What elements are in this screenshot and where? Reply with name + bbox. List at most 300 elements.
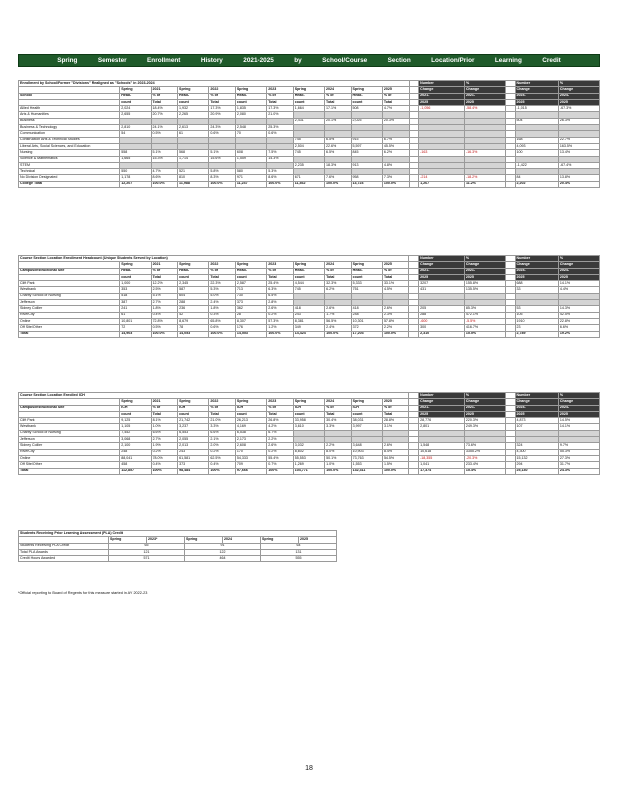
- data-cell: 4,169: [235, 424, 266, 430]
- data-cell: 248: [120, 449, 151, 455]
- change-cell: 300: [419, 325, 465, 331]
- data-cell: 2.8%: [267, 300, 294, 306]
- change-cell: -67.3%: [558, 106, 599, 112]
- title-word: Location/Prior: [431, 56, 475, 64]
- change-cell: -1,056: [419, 106, 465, 112]
- location-headcount-table: [18, 255, 600, 338]
- change-header: Change: [464, 87, 505, 93]
- data-cell: 810: [178, 175, 209, 181]
- data-cell: 745: [293, 150, 324, 156]
- column-header: Total: [267, 411, 294, 417]
- data-cell: 958: [351, 175, 382, 181]
- change-header: Number: [515, 81, 558, 87]
- data-cell: 176: [235, 325, 266, 331]
- data-cell: 0.3%: [209, 312, 236, 318]
- data-cell: 100.0%: [209, 331, 236, 337]
- column-header: Spring: [351, 87, 382, 93]
- column-header: Spring: [120, 399, 151, 405]
- column-header: Head-: [293, 268, 324, 274]
- change-header: %: [464, 393, 505, 399]
- data-cell: 0.2%: [209, 449, 236, 455]
- data-cell: 6.2%: [325, 287, 352, 293]
- row-label: Sidney Collier: [19, 306, 120, 312]
- column-header: Spring: [235, 399, 266, 405]
- title-word: by: [294, 56, 302, 64]
- change-header: Change: [464, 262, 505, 268]
- change-cell: 2,202: [515, 181, 558, 187]
- table-row: [19, 468, 600, 474]
- row-label: Students Receiving PLA Credit: [19, 543, 109, 549]
- data-cell: 4.7%: [382, 106, 409, 112]
- data-cell: 2.7%: [151, 300, 178, 306]
- data-cell: 1,664: [293, 106, 324, 112]
- title-word: Spring: [57, 56, 78, 64]
- column-header: Total: [151, 99, 178, 105]
- column-header: Spring: [178, 87, 209, 93]
- data-cell: 100%: [151, 468, 178, 474]
- data-cell: 5.3%: [267, 169, 294, 175]
- data-cell: 14,424: [293, 331, 324, 337]
- data-cell: 0.6%: [209, 325, 236, 331]
- column-header: % of: [209, 268, 236, 274]
- data-cell: 20.1%: [325, 118, 352, 124]
- spacer-cell: [505, 331, 515, 337]
- data-cell: 100.0%: [209, 181, 236, 187]
- row-label: Business: [19, 118, 120, 124]
- data-cell: 2,345: [178, 281, 209, 287]
- data-cell: 1.8%: [151, 306, 178, 312]
- change-cell: 416.7%: [464, 325, 505, 331]
- spacer-cell: [409, 331, 419, 337]
- column-header: count: [178, 99, 209, 105]
- change-header: 2025: [558, 411, 599, 417]
- change-header: 2025: [464, 274, 505, 280]
- row-label: Charity School of Nursing: [19, 430, 120, 436]
- change-cell: 431: [419, 287, 465, 293]
- change-cell: 4,300: [515, 449, 558, 455]
- data-cell: 18.4%: [151, 106, 178, 112]
- table-title: Enrollment by School/Former "Divisions" Realigned as "Schools" in 2023-2024: [19, 81, 410, 87]
- data-cell: 62.5%: [209, 455, 236, 461]
- data-cell: 15.3%: [151, 156, 178, 162]
- data-cell: 1,105: [120, 424, 151, 430]
- data-cell: 2,025: [351, 118, 382, 124]
- row-label: STEM: [19, 162, 120, 168]
- table-title: Course Section Location Enrollment Headcount (Unique Students Served by Location): [19, 256, 409, 262]
- change-cell: 14.1%: [558, 281, 599, 287]
- data-cell: 0.4%: [209, 462, 236, 468]
- data-cell: 2.6%: [267, 443, 294, 449]
- data-cell: 7.5%: [267, 150, 294, 156]
- column-header: 2024: [325, 87, 352, 93]
- data-cell: 1,178: [120, 175, 151, 181]
- change-cell: -5.5%: [464, 318, 505, 324]
- change-cell: 15,132: [515, 455, 558, 461]
- row-label: Total: [19, 468, 120, 474]
- data-cell: 33.1%: [382, 281, 409, 287]
- data-cell: 971: [235, 175, 266, 181]
- change-cell: 4,873: [515, 418, 558, 424]
- change-cell: 19.2%: [558, 331, 599, 337]
- data-cell: 72.8%: [151, 318, 178, 324]
- change-cell: -58.4%: [464, 106, 505, 112]
- column-header: % of: [382, 268, 409, 274]
- data-cell: 57.8%: [382, 318, 409, 324]
- data-cell: 100.0%: [325, 331, 352, 337]
- change-header: Number: [419, 393, 465, 399]
- column-header: Total: [267, 274, 294, 280]
- data-cell: 8.4%: [382, 449, 409, 455]
- data-cell: 8,679: [178, 318, 209, 324]
- data-cell: 55.4%: [267, 455, 294, 461]
- change-cell: 22.8%: [558, 318, 599, 324]
- row-label: Construction Arts & Technical Studies: [19, 137, 120, 143]
- change-cell: 1,548: [419, 443, 465, 449]
- data-cell: 4,544: [293, 281, 324, 287]
- data-cell: 14,053: [178, 331, 209, 337]
- change-cell: 14.1%: [558, 424, 599, 430]
- data-cell: 11,462: [293, 181, 324, 187]
- column-header: % of: [382, 93, 409, 99]
- data-cell: 387: [120, 300, 151, 306]
- column-header: Total: [325, 411, 352, 417]
- data-cell: 349: [293, 325, 324, 331]
- data-cell: 5.1%: [151, 150, 178, 156]
- change-cell: 10,618: [419, 449, 465, 455]
- data-cell: 122: [185, 549, 261, 555]
- data-cell: 3,068: [120, 437, 151, 443]
- column-header: count: [293, 274, 324, 280]
- column-header: ICH: [293, 405, 324, 411]
- column-header: 2024: [223, 537, 261, 543]
- data-cell: 2.6%: [325, 306, 352, 312]
- data-cell: 57.3%: [267, 318, 294, 324]
- data-cell: 12,207: [120, 181, 151, 187]
- data-cell: 54: [120, 131, 151, 137]
- column-header: ICH: [120, 405, 151, 411]
- data-cell: 713: [235, 287, 266, 293]
- column-header: Spring: [293, 87, 324, 93]
- change-cell: 155.8%: [464, 281, 505, 287]
- data-cell: 5.1%: [151, 293, 178, 299]
- title-word: 2021-2025: [243, 56, 274, 64]
- column-header: Total: [325, 274, 352, 280]
- change-cell: 33: [515, 287, 558, 293]
- row-label: No Division Designated: [19, 175, 120, 181]
- data-cell: 521: [178, 169, 209, 175]
- column-header: Spring: [185, 537, 223, 543]
- data-cell: 21.0%: [209, 418, 236, 424]
- data-cell: 2.6%: [382, 443, 409, 449]
- change-header: %: [558, 256, 599, 262]
- column-header: 2021: [151, 87, 178, 93]
- data-cell: 913: [351, 162, 382, 168]
- data-cell: 6,553: [178, 430, 209, 436]
- column-header: 2022: [209, 262, 236, 268]
- change-header: 2025: [515, 99, 558, 105]
- column-header: 2023: [267, 87, 294, 93]
- data-cell: 1.0%: [151, 424, 178, 430]
- data-cell: 2.2%: [325, 443, 352, 449]
- page-number: 18: [305, 765, 313, 772]
- data-cell: 2,655: [120, 112, 151, 118]
- data-cell: 11,988: [178, 181, 209, 187]
- change-header: 2025: [419, 411, 465, 417]
- column-header: count: [293, 99, 324, 105]
- column-header: 2025: [382, 87, 409, 93]
- data-cell: 20.3%: [382, 118, 409, 124]
- data-cell: 1,269: [293, 462, 324, 468]
- change-cell: 100: [515, 150, 558, 156]
- data-cell: 6.5%: [325, 150, 352, 156]
- data-cell: 2.0%: [209, 443, 236, 449]
- change-header: 2025: [419, 99, 465, 105]
- data-cell: 20.9%: [209, 112, 236, 118]
- data-cell: 2,235: [293, 162, 324, 168]
- change-cell: 13.8%: [558, 175, 599, 181]
- data-cell: 1.8%: [209, 306, 236, 312]
- column-header: 2024: [325, 399, 352, 405]
- data-cell: 33,958: [293, 418, 324, 424]
- data-cell: 3,648: [351, 443, 382, 449]
- column-header: Spring: [235, 87, 266, 93]
- row-label: Allied Health: [19, 106, 120, 112]
- data-cell: 709: [235, 462, 266, 468]
- column-header: % of: [209, 93, 236, 99]
- change-header: 2025: [419, 274, 465, 280]
- row-label: Technical: [19, 169, 120, 175]
- data-cell: 2,013: [178, 443, 209, 449]
- change-header: Change: [558, 262, 599, 268]
- data-cell: 78: [178, 325, 209, 331]
- spacer-cell: [409, 468, 419, 474]
- column-header: count: [235, 274, 266, 280]
- data-cell: 236: [178, 306, 209, 312]
- data-cell: 2.4%: [209, 300, 236, 306]
- data-cell: 0.5%: [151, 131, 178, 137]
- change-cell: 3355.2%: [464, 449, 505, 455]
- column-header: 2021: [151, 262, 178, 268]
- data-cell: 2.5%: [151, 287, 178, 293]
- change-header: 2024-: [515, 93, 558, 99]
- change-header: Number: [419, 81, 465, 87]
- change-header: 2021-: [464, 405, 505, 411]
- data-cell: 61: [178, 131, 209, 137]
- data-cell: 3,237: [178, 424, 209, 430]
- data-cell: 5,597: [351, 143, 382, 149]
- column-header: Total: [209, 411, 236, 417]
- data-cell: 65.8%: [209, 318, 236, 324]
- data-cell: 2,810: [120, 125, 151, 131]
- title-word: History: [200, 56, 223, 64]
- data-cell: 112,857: [120, 468, 151, 474]
- change-header: 2024-: [558, 93, 599, 99]
- column-header: Total: [151, 411, 178, 417]
- change-cell: 324: [515, 443, 558, 449]
- change-cell: -16.3%: [464, 150, 505, 156]
- change-header: 2025: [464, 99, 505, 105]
- change-cell: -214: [419, 175, 465, 181]
- column-header: % of: [151, 93, 178, 99]
- change-header: 2021-: [419, 93, 465, 99]
- data-cell: 61: [120, 312, 151, 318]
- change-cell: 2,310: [419, 331, 465, 337]
- column-header: count: [293, 411, 324, 417]
- data-cell: 464: [185, 556, 261, 562]
- change-header: 2024-: [515, 405, 558, 411]
- data-cell: 65: [109, 543, 185, 549]
- change-header: %: [464, 256, 505, 262]
- data-cell: 91: [185, 543, 261, 549]
- data-cell: 61,581: [178, 455, 209, 461]
- column-header: Total: [209, 99, 236, 105]
- data-cell: 2.6%: [267, 306, 294, 312]
- enrollment-by-school-table: [18, 80, 600, 188]
- data-cell: 73,763: [351, 455, 382, 461]
- data-cell: 0.6%: [267, 131, 294, 137]
- change-cell: 168: [515, 137, 558, 143]
- column-header: Head-: [235, 93, 266, 99]
- column-header: % of: [267, 405, 294, 411]
- data-cell: 3.3%: [325, 424, 352, 430]
- row-label-header: Campus/Instructional Site: [19, 405, 120, 411]
- data-cell: 845: [351, 150, 382, 156]
- data-cell: 38,031: [351, 418, 382, 424]
- column-header: ICH: [351, 405, 382, 411]
- row-label: Off Site/Other: [19, 325, 120, 331]
- change-cell: 1910: [515, 318, 558, 324]
- location-ich-table: [18, 392, 600, 475]
- data-cell: 0.2%: [151, 449, 178, 455]
- column-header: Spring: [293, 399, 324, 405]
- row-label-header: School: [19, 93, 120, 99]
- column-header: Total: [267, 99, 294, 105]
- data-cell: 2,100: [120, 443, 151, 449]
- data-cell: 5.8%: [209, 169, 236, 175]
- row-label: Online: [19, 455, 120, 461]
- change-cell: 9.7%: [558, 443, 599, 449]
- change-cell: 25,140: [515, 468, 558, 474]
- column-header: ICH: [178, 405, 209, 411]
- data-cell: 6,538: [235, 430, 266, 436]
- data-cell: 88,041: [120, 455, 151, 461]
- data-cell: 2,504: [293, 143, 324, 149]
- change-cell: 472.1%: [464, 312, 505, 318]
- title-word: Enrollment: [147, 56, 181, 64]
- column-header: Spring: [120, 87, 151, 93]
- data-cell: 568: [178, 150, 209, 156]
- data-cell: 10,903: [351, 449, 382, 455]
- change-cell: 13.4%: [558, 150, 599, 156]
- data-cell: 241: [120, 306, 151, 312]
- data-cell: 2.1%: [209, 437, 236, 443]
- column-header: count: [178, 274, 209, 280]
- column-header: % of: [267, 268, 294, 274]
- data-cell: 5.1%: [209, 150, 236, 156]
- data-cell: 72: [120, 325, 151, 331]
- change-cell: -18.2%: [464, 175, 505, 181]
- data-cell: 2,173: [235, 437, 266, 443]
- data-cell: 0.2%: [267, 312, 294, 318]
- data-cell: 248: [351, 312, 382, 318]
- data-cell: 45.5%: [382, 143, 409, 149]
- change-header: Change: [464, 399, 505, 405]
- change-cell: 22.7%: [558, 137, 599, 143]
- column-header: count: [178, 411, 209, 417]
- change-cell: 6.6%: [558, 325, 599, 331]
- column-header: % of: [325, 268, 352, 274]
- data-cell: 745: [293, 137, 324, 143]
- table-row: [19, 181, 600, 187]
- data-cell: 100.0%: [382, 331, 409, 337]
- change-cell: -1,422: [515, 162, 558, 168]
- row-label-header: Campus/Instructional Site: [19, 268, 120, 274]
- data-cell: 78.0%: [151, 455, 178, 461]
- title-word: School/Course: [322, 56, 368, 64]
- change-header: Change: [419, 87, 465, 93]
- data-cell: 6.7%: [267, 430, 294, 436]
- column-header: Head-: [120, 268, 151, 274]
- data-cell: 1,559: [235, 156, 266, 162]
- change-cell: 26.3%: [558, 118, 599, 124]
- data-cell: 8.6%: [151, 175, 178, 181]
- data-cell: 14,553: [235, 331, 266, 337]
- data-cell: 1.9%: [151, 443, 178, 449]
- data-cell: 1.2%: [267, 325, 294, 331]
- data-cell: 10,301: [351, 318, 382, 324]
- data-cell: 100%: [209, 468, 236, 474]
- row-label: Total PLA Awards: [19, 549, 109, 555]
- data-cell: 11,247: [235, 181, 266, 187]
- column-header: % of: [325, 93, 352, 99]
- change-header: Change: [558, 87, 599, 93]
- change-header: 2025: [464, 411, 505, 417]
- spacer-cell: [409, 181, 419, 187]
- data-cell: 1,835: [235, 106, 266, 112]
- column-header: % of: [151, 268, 178, 274]
- data-cell: 0.7%: [267, 462, 294, 468]
- data-cell: 100.0%: [151, 181, 178, 187]
- data-cell: 100.0%: [325, 468, 352, 474]
- row-label: Arts & Humanities: [19, 112, 120, 118]
- data-cell: 4.8%: [382, 162, 409, 168]
- column-header: 2022: [209, 87, 236, 93]
- data-cell: 580: [235, 169, 266, 175]
- data-cell: 1,714: [178, 156, 209, 162]
- column-header: count: [351, 411, 382, 417]
- data-cell: 28.8%: [382, 418, 409, 424]
- data-cell: 5.0%: [209, 293, 236, 299]
- title-word: Section: [387, 56, 411, 64]
- column-header: Head-: [120, 93, 151, 99]
- data-cell: 54,333: [235, 455, 266, 461]
- change-cell: 205: [419, 306, 465, 312]
- row-label: Westbank: [19, 424, 120, 430]
- data-cell: 3.1%: [382, 424, 409, 430]
- change-cell: 688: [515, 281, 558, 287]
- change-header: 2021-: [464, 93, 505, 99]
- column-header: Spring: [178, 399, 209, 405]
- data-cell: 2,613: [178, 125, 209, 131]
- change-cell: 2,801: [419, 424, 465, 430]
- column-header: 2022: [209, 399, 236, 405]
- data-cell: 558: [120, 150, 151, 156]
- change-cell: 11.2%: [464, 181, 505, 187]
- table-row: [19, 331, 600, 337]
- change-cell: 20.4%: [558, 181, 599, 187]
- row-label: Jefferson: [19, 437, 120, 443]
- row-label: College Total: [19, 181, 120, 187]
